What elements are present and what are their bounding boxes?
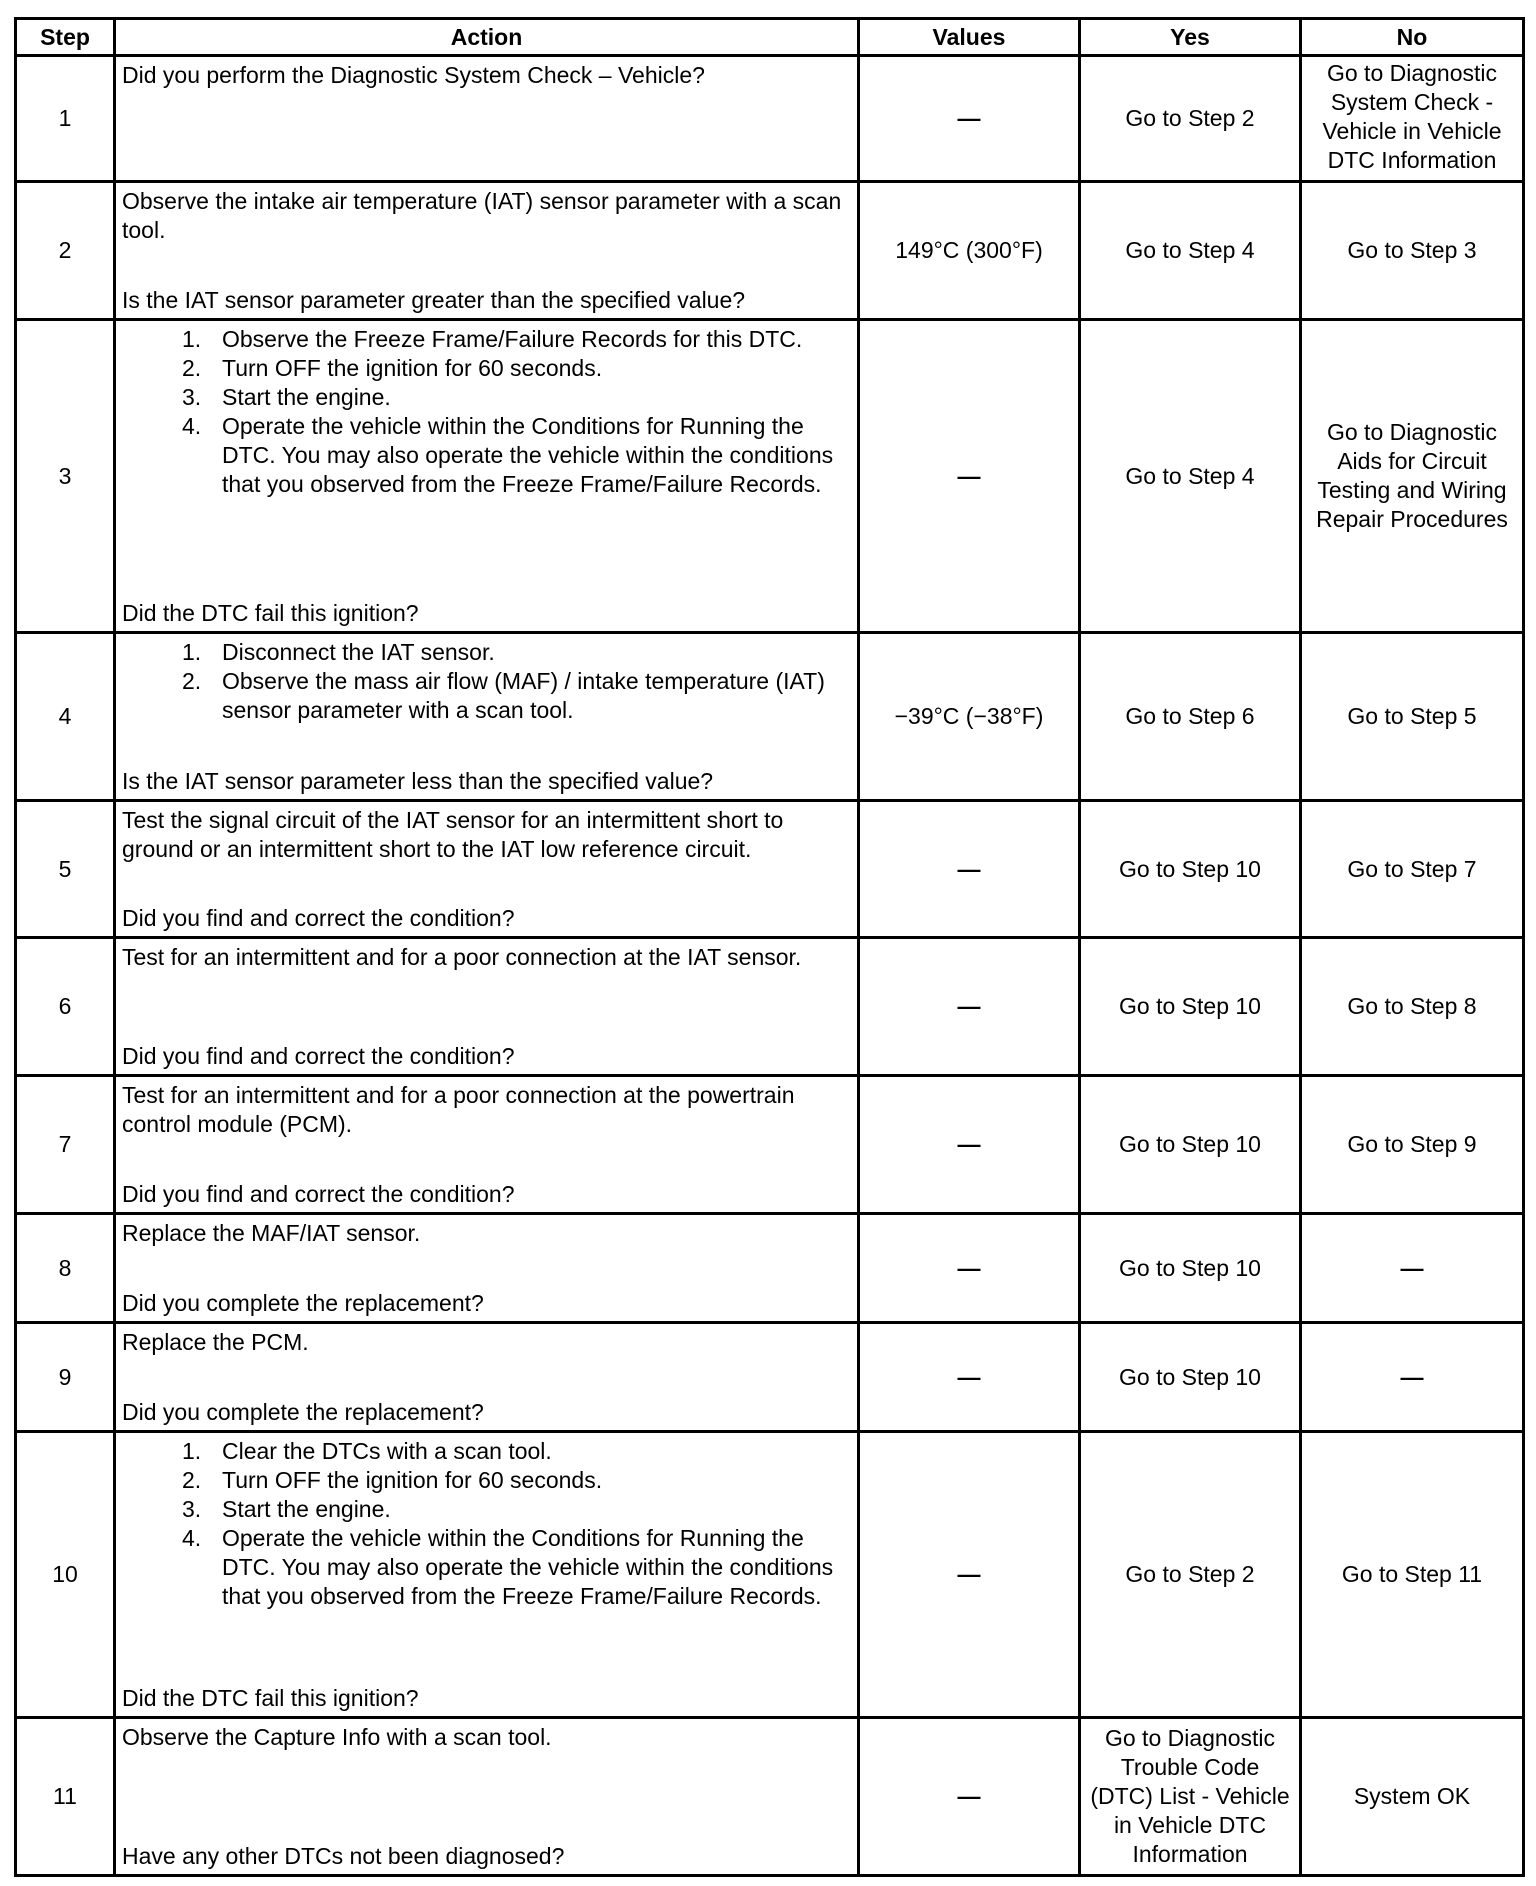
value-cell: — xyxy=(859,801,1080,938)
header-step: Step xyxy=(16,19,115,56)
table-row xyxy=(16,1323,1524,1432)
no-outcome: — xyxy=(1301,1323,1524,1432)
yes-outcome: Go to Step 10 xyxy=(1080,1214,1301,1323)
header-yes: Yes xyxy=(1080,19,1301,56)
table-row xyxy=(16,56,1524,182)
step-number: 11 xyxy=(16,1718,115,1876)
no-outcome: Go to Diagnostic System Check - Vehicle in Vehicle DTC Information xyxy=(1301,56,1524,182)
list-item-text: Start the engine. xyxy=(222,383,391,410)
action-instruction: Replace the PCM. xyxy=(122,1328,309,1355)
list-item: 2. Turn OFF the ignition for 60 seconds. xyxy=(122,1466,851,1495)
header-values: Values xyxy=(859,19,1080,56)
step-number: 1 xyxy=(16,56,115,182)
list-item-text: Clear the DTCs with a scan tool. xyxy=(222,1437,552,1464)
list-item-text: Start the engine. xyxy=(222,1495,391,1522)
no-outcome: Go to Step 5 xyxy=(1301,633,1524,801)
value-cell: — xyxy=(859,1718,1080,1876)
table-row xyxy=(16,938,1524,1076)
table-row xyxy=(16,1432,1524,1718)
action-cell xyxy=(115,1214,859,1323)
action-instruction: Did you perform the Diagnostic System Check – Vehicle? xyxy=(122,61,705,88)
action-instruction: Test for an intermittent and for a poor connection at the powertrain control module (PCM). xyxy=(122,1081,795,1137)
list-item: 4. Operate the vehicle within the Conditions for Running the DTC. You may also operate the vehicle within the conditions that you observed from the Freeze Frame/Failure Records. xyxy=(122,1524,851,1611)
action-cell xyxy=(115,182,859,320)
action-cell xyxy=(115,320,859,633)
yes-outcome: Go to Step 10 xyxy=(1080,938,1301,1076)
value-cell: −39°C (−38°F) xyxy=(859,633,1080,801)
action-list xyxy=(122,638,851,725)
action-cell xyxy=(115,1432,859,1718)
no-outcome: — xyxy=(1301,1214,1524,1323)
value-cell: — xyxy=(859,320,1080,633)
list-item: 1. Clear the DTCs with a scan tool. xyxy=(122,1437,851,1466)
no-outcome: Go to Step 7 xyxy=(1301,801,1524,938)
action-instruction: Test for an intermittent and for a poor connection at the IAT sensor. xyxy=(122,943,802,970)
action-question: Did you complete the replacement? xyxy=(122,1289,484,1316)
list-item: 1. Disconnect the IAT sensor. xyxy=(122,638,851,667)
action-cell xyxy=(115,1076,859,1214)
no-outcome: Go to Step 8 xyxy=(1301,938,1524,1076)
list-item-text: Turn OFF the ignition for 60 seconds. xyxy=(222,1466,603,1493)
action-cell xyxy=(115,801,859,938)
header-row xyxy=(16,19,1524,56)
list-item-text: Observe the Freeze Frame/Failure Records for this DTC. xyxy=(222,325,803,352)
action-question: Did you find and correct the condition? xyxy=(122,904,515,931)
yes-outcome: Go to Step 4 xyxy=(1080,320,1301,633)
action-instruction: Test the signal circuit of the IAT sensor for an intermittent short to ground or an intermittent short to the IAT low reference circuit. xyxy=(122,806,784,862)
action-question: Is the IAT sensor parameter less than the specified value? xyxy=(122,767,714,794)
action-question: Did you find and correct the condition? xyxy=(122,1042,515,1069)
no-outcome: Go to Step 9 xyxy=(1301,1076,1524,1214)
no-outcome: Go to Step 3 xyxy=(1301,182,1524,320)
no-outcome: Go to Diagnostic Aids for Circuit Testing and Wiring Repair Procedures xyxy=(1301,320,1524,633)
value-cell: — xyxy=(859,1323,1080,1432)
table-row xyxy=(16,182,1524,320)
yes-outcome: Go to Step 4 xyxy=(1080,182,1301,320)
action-instruction: Observe the intake air temperature (IAT) sensor parameter with a scan tool. xyxy=(122,187,842,243)
yes-outcome: Go to Step 10 xyxy=(1080,801,1301,938)
step-number: 2 xyxy=(16,182,115,320)
action-cell xyxy=(115,1718,859,1876)
action-cell xyxy=(115,938,859,1076)
step-number: 8 xyxy=(16,1214,115,1323)
action-cell xyxy=(115,1323,859,1432)
list-item: 1. Observe the Freeze Frame/Failure Records for this DTC. xyxy=(122,325,851,354)
yes-outcome: Go to Step 2 xyxy=(1080,1432,1301,1718)
list-item: 2. Turn OFF the ignition for 60 seconds. xyxy=(122,354,851,383)
step-number: 7 xyxy=(16,1076,115,1214)
list-item: 2. Observe the mass air flow (MAF) / intake temperature (IAT) sensor parameter with a scan tool. xyxy=(122,667,851,725)
list-item-text: Operate the vehicle within the Conditions for Running the DTC. You may also operate the vehicle within the conditions that you observed from the Freeze Frame/Failure Records. xyxy=(222,1524,834,1609)
list-item-text: Disconnect the IAT sensor. xyxy=(222,638,495,665)
action-instruction: Observe the Capture Info with a scan tool. xyxy=(122,1723,552,1750)
table-row xyxy=(16,801,1524,938)
value-cell: — xyxy=(859,1076,1080,1214)
value-cell: — xyxy=(859,1432,1080,1718)
no-outcome: Go to Step 11 xyxy=(1301,1432,1524,1718)
action-question: Did you complete the replacement? xyxy=(122,1398,484,1425)
yes-outcome: Go to Step 2 xyxy=(1080,56,1301,182)
action-question: Did the DTC fail this ignition? xyxy=(122,599,419,626)
value-cell: — xyxy=(859,56,1080,182)
list-item: 3. Start the engine. xyxy=(122,383,851,412)
list-item-text: Operate the vehicle within the Conditions for Running the DTC. You may also operate the vehicle within the conditions that you observed from the Freeze Frame/Failure Records. xyxy=(222,412,834,497)
action-list xyxy=(122,1437,851,1611)
table-row xyxy=(16,1718,1524,1876)
value-cell: — xyxy=(859,1214,1080,1323)
yes-outcome: Go to Step 10 xyxy=(1080,1323,1301,1432)
step-number: 5 xyxy=(16,801,115,938)
diagnostic-table xyxy=(14,17,1525,1877)
table-body xyxy=(16,56,1524,1876)
step-number: 3 xyxy=(16,320,115,633)
action-question: Did the DTC fail this ignition? xyxy=(122,1684,419,1711)
list-item: 4. Operate the vehicle within the Conditions for Running the DTC. You may also operate the vehicle within the conditions that you observed from the Freeze Frame/Failure Records. xyxy=(122,412,851,499)
table-row xyxy=(16,1076,1524,1214)
step-number: 6 xyxy=(16,938,115,1076)
header-no: No xyxy=(1301,19,1524,56)
action-question: Is the IAT sensor parameter greater than the specified value? xyxy=(122,286,746,313)
value-cell: 149°C (300°F) xyxy=(859,182,1080,320)
action-question: Have any other DTCs not been diagnosed? xyxy=(122,1842,565,1869)
step-number: 10 xyxy=(16,1432,115,1718)
yes-outcome: Go to Diagnostic Trouble Code (DTC) List - Vehicle in Vehicle DTC Information xyxy=(1080,1718,1301,1876)
action-list xyxy=(122,325,851,499)
action-cell xyxy=(115,56,859,182)
table-row xyxy=(16,633,1524,801)
list-item: 3. Start the engine. xyxy=(122,1495,851,1524)
table-row xyxy=(16,1214,1524,1323)
action-instruction: Replace the MAF/IAT sensor. xyxy=(122,1219,421,1246)
list-item-text: Observe the mass air flow (MAF) / intake temperature (IAT) sensor parameter with a scan tool. xyxy=(222,667,825,723)
action-question: Did you find and correct the condition? xyxy=(122,1180,515,1207)
action-cell xyxy=(115,633,859,801)
no-outcome: System OK xyxy=(1301,1718,1524,1876)
list-item-text: Turn OFF the ignition for 60 seconds. xyxy=(222,354,603,381)
yes-outcome: Go to Step 6 xyxy=(1080,633,1301,801)
value-cell: — xyxy=(859,938,1080,1076)
yes-outcome: Go to Step 10 xyxy=(1080,1076,1301,1214)
header-action: Action xyxy=(115,19,859,56)
table-row xyxy=(16,320,1524,633)
step-number: 9 xyxy=(16,1323,115,1432)
step-number: 4 xyxy=(16,633,115,801)
